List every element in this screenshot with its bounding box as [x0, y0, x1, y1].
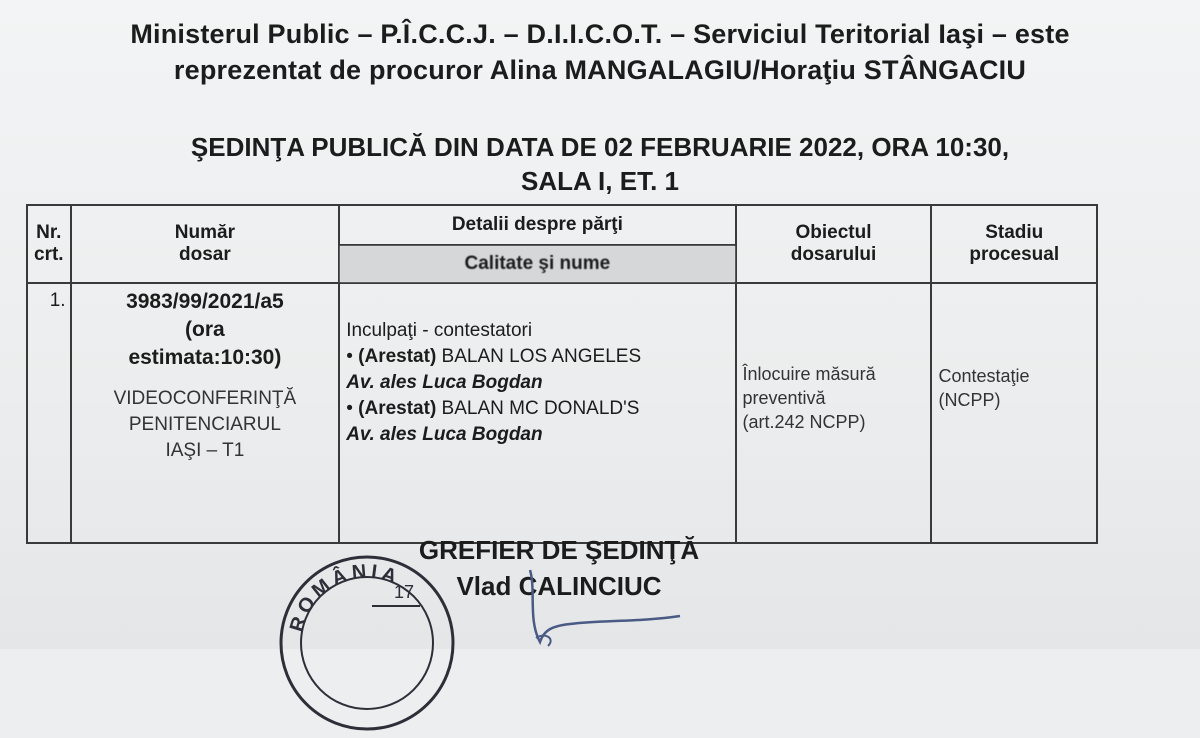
handwritten-signature-icon — [500, 560, 700, 650]
parti-2-status: (Arestat) — [358, 398, 437, 419]
session-line-2: SALA I, ET. 1 — [521, 166, 679, 196]
header-dosar-line2: dosar — [179, 244, 231, 265]
svg-text:ROMÂNIA — [286, 561, 404, 635]
dosar-number: 3983/99/2021/a5 — [126, 290, 284, 313]
table-row — [27, 283, 1097, 543]
row-stadiu — [931, 283, 1097, 543]
header-stadiu-line1: Stadiu — [985, 222, 1044, 243]
bullet-icon: • — [346, 346, 353, 367]
row-nr: 1. — [27, 283, 71, 543]
video-line2: PENITENCIARUL — [128, 414, 281, 435]
video-line3: IAŞI – T1 — [165, 440, 245, 461]
header-parti-sub: Calitate şi nume — [339, 245, 735, 283]
row-obiect — [736, 283, 932, 543]
header-obiect-line2: dosarului — [790, 244, 877, 265]
header-stadiu-line2: procesual — [969, 244, 1060, 265]
row-dosar — [71, 283, 340, 543]
session-line-1: ŞEDINŢA PUBLICĂ DIN DATA DE 02 FEBRUARIE 2022, ORA 10:30, — [190, 132, 1010, 162]
header-nr-line2: crt. — [34, 244, 64, 265]
dosar-time-line1: (ora — [185, 318, 225, 341]
parti-2-name: BALAN MC DONALD'S — [441, 398, 640, 419]
parti-1-name: BALAN LOS ANGELES — [441, 346, 642, 367]
header-stadiu — [931, 205, 1097, 283]
parti-1-status: (Arestat) — [358, 346, 437, 367]
clerk-title: GREFIER DE ŞEDINŢĂ — [418, 535, 700, 565]
session-title — [0, 130, 1200, 198]
header-parti: Detalii despre părţi — [339, 205, 735, 245]
bullet-icon: • — [346, 398, 353, 419]
videoconference-note — [73, 386, 338, 464]
stamp-text: ROMÂNIA — [285, 560, 404, 635]
parti-role: Inculpaţi - contestatori — [346, 320, 533, 341]
header-dosar — [71, 205, 340, 283]
header-dosar-line1: Număr — [174, 222, 235, 243]
header-line-2: reprezentat de procuror Alina MANGALAGIU/Horaţiu STÂNGACIU — [173, 55, 1027, 85]
stadiu-line1: Contestaţie — [938, 366, 1030, 386]
clerk-name: Vlad CALINCIUC — [456, 571, 662, 601]
header-obiect-line1: Obiectul — [795, 222, 872, 243]
stadiu-line2: (NCPP) — [938, 390, 1001, 410]
stamp-number: 17 — [394, 582, 415, 602]
obiect-line1: Înlocuire măsură — [742, 364, 876, 384]
parti-1 — [346, 344, 728, 370]
row-parti — [339, 283, 735, 543]
parti-1-lawyer: Av. ales Luca Bogdan — [346, 372, 543, 393]
table-header-row — [27, 205, 1097, 245]
dosar-time-line2: estimata:10:30) — [128, 346, 282, 369]
header-line-1: Ministerul Public – P.Î.C.C.J. – D.I.I.C.O.T. – Serviciul Teritorial Iaşi – este — [130, 19, 1070, 49]
header-nr — [27, 205, 71, 283]
header-nr-line1: Nr. — [36, 222, 62, 243]
parti-2 — [346, 396, 728, 422]
obiect-line2: preventivă — [742, 388, 826, 408]
header-obiect — [736, 205, 932, 283]
prosecutor-header — [0, 16, 1200, 88]
video-line1: VIDEOCONFERINŢĂ — [113, 388, 297, 409]
parti-2-lawyer: Av. ales Luca Bogdan — [346, 424, 543, 445]
hearing-table — [26, 204, 1098, 544]
obiect-line3: (art.242 NCPP) — [742, 412, 866, 432]
